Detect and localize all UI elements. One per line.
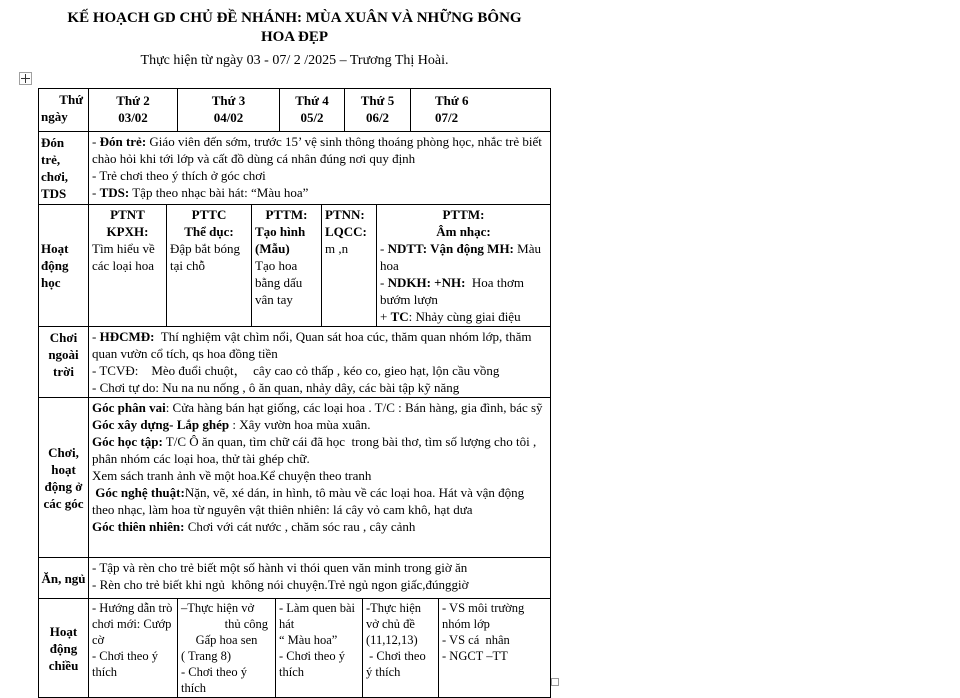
don-tre-content-cell	[89, 132, 550, 204]
text-run: Góc xây dựng- Lắp ghép	[92, 417, 230, 432]
chieu-cell-thu5	[363, 599, 439, 697]
text-run: : Nhảy cùng giai điệu	[408, 309, 521, 324]
text-run: - Chơi tự do: Nu na nu nống , ô ăn quan, nhảy dây, các bài tập kỹ năng	[92, 380, 460, 395]
day-header-thu5	[345, 89, 411, 131]
text-run: - TCVĐ: Mèo đuổi chuột， cây cao cỏ thấp , kéo co, gieo hạt, lộn cầu vồng	[92, 363, 500, 378]
text-run: Màu hoa	[380, 241, 545, 273]
text-line	[92, 467, 547, 484]
corner-cell	[39, 89, 89, 131]
text-run: Góc thiên nhiên:	[92, 519, 185, 534]
text-run: T/C Ô ăn quan, tìm chữ cái đã học trong bài thơ, tìm số lượng cho tôi , phân nhóm các loại hoa, thử tài ghép chữ.	[92, 434, 540, 466]
text-line	[92, 206, 163, 223]
hoc-cell-thu5	[322, 205, 377, 326]
table-header-row	[39, 89, 550, 132]
day-name: Thứ 4	[295, 93, 329, 108]
text-run: - Trẻ chơi theo ý thích ở góc chơi	[92, 168, 266, 183]
text-run: Đón trẻ:	[99, 134, 147, 149]
text-line: -Thực hiện vở chủ đề (11,12,13)	[366, 601, 425, 647]
row-label-text: Hoạt động chiều	[48, 623, 79, 673]
text-run: Thể dục:	[184, 224, 234, 239]
text-run: - Rèn cho trẻ biết khi ngủ không nói chuyện.Trẻ ngủ ngon giấc,đúnggiờ	[92, 577, 469, 592]
text-line	[92, 433, 547, 467]
day-header-thu4	[280, 89, 345, 131]
day-name: Thứ 2	[116, 93, 150, 108]
text-line	[325, 240, 373, 257]
hoc-cell-thu3	[167, 205, 252, 326]
row-hoat-dong-hoc	[39, 205, 550, 327]
row-label-don-tre: Đón trẻ, chơi, TDS	[39, 132, 89, 204]
row-label-choi-ngoai-troi: Chơi ngoài trời	[39, 327, 89, 397]
text-line	[380, 274, 547, 308]
row-label-text: Hoạt động học	[41, 241, 69, 290]
text-line	[92, 399, 547, 416]
document-subtitle: Thực hiện từ ngày 03 - 07/ 2 /2025 – Trương Thị Hoài.	[140, 53, 449, 68]
text-line	[170, 240, 248, 274]
text-line	[92, 133, 547, 167]
text-line: - NGCT –TT	[442, 649, 508, 663]
row-label-an-ngu	[39, 558, 89, 598]
row-label-hoat-dong-hoc	[39, 205, 89, 326]
text-run: Nặn, vẽ, xé dán, in hình, tô màu về các loại hoa. Hát và vận động theo nhạc, làm hoa từ nguyên vật thiên nhiên: lá cây vỏ cam khô, hạt dưa	[92, 485, 528, 517]
row-label-text: Chơi, hoạt động ở các góc	[43, 444, 84, 511]
day-name: Thứ 5	[360, 93, 395, 108]
text-line	[380, 308, 547, 325]
day-date: 06/2	[365, 110, 390, 125]
cac-goc-content-cell	[89, 398, 550, 557]
text-line	[92, 484, 547, 518]
text-line: thủ công	[224, 617, 268, 631]
text-run: LQCC:	[325, 224, 367, 239]
row-label-text: Ăn, ngủ	[41, 570, 86, 586]
text-line	[92, 362, 547, 379]
text-line	[92, 416, 547, 433]
day-date: 04/02	[213, 110, 244, 125]
chieu-cell-thu6	[439, 599, 550, 697]
text-run: Tạo hình (Mẫu)	[255, 224, 309, 256]
text-line: ( Trang 8)	[181, 649, 232, 663]
chieu-cell-thu4	[276, 599, 363, 697]
day-name: Thứ 6	[435, 93, 469, 108]
row-label-cac-goc	[39, 398, 89, 557]
day-header-thu2	[89, 89, 178, 131]
text-line: - Chơi theo ý thích	[366, 649, 429, 679]
row-don-tre	[39, 132, 550, 205]
hoc-cell-thu2	[89, 205, 167, 326]
chieu-cell-thu3	[178, 599, 276, 697]
text-run: TC	[390, 309, 409, 324]
text-run: NDTT: Vận động MH:	[387, 241, 514, 256]
row-hoat-dong-chieu	[39, 599, 550, 697]
text-line: “ Màu hoa”	[279, 633, 338, 647]
row-an-ngu	[39, 558, 550, 599]
text-line	[255, 257, 318, 308]
text-run: Tìm hiểu về các loại hoa	[92, 241, 159, 273]
text-run: PTTM:	[442, 207, 485, 222]
text-run: Xem sách tranh ảnh về một hoa.Kể chuyện theo tranh	[92, 468, 372, 483]
text-line	[380, 206, 547, 223]
text-run: Chơi với cát nước , chăm sóc rau , cây cảnh	[184, 519, 416, 534]
text-run: Góc nghệ thuật:	[95, 485, 185, 500]
text-run: Hoa thơm bướm lượn	[380, 275, 528, 307]
text-line: - Làm quen bài hát	[279, 601, 359, 631]
text-run: Tập theo nhạc bài hát: “Màu hoa”	[129, 185, 309, 200]
text-run: Đập bắt bóng tại chỗ	[170, 241, 244, 273]
text-line	[325, 206, 373, 223]
day-name: Thứ 3	[211, 93, 246, 108]
table-resize-handle-icon[interactable]	[551, 678, 559, 686]
text-line: –Thực hiện vở	[181, 601, 255, 615]
text-line	[255, 206, 318, 223]
chieu-cell-thu2	[89, 599, 178, 697]
text-run: m ,n	[325, 241, 349, 256]
text-run: Góc phân vai	[92, 400, 166, 415]
day-date: 07/2	[435, 110, 459, 125]
text-line	[92, 167, 547, 184]
text-run: - Tập và rèn cho trẻ biết một số hành vi thói quen văn minh trong giờ ăn	[92, 560, 468, 575]
text-run: NDKH: +NH:	[387, 275, 466, 290]
corner-label-thu: Thứ	[59, 92, 83, 107]
day-header-thu6	[411, 89, 550, 131]
text-line	[255, 223, 318, 257]
text-run: Giáo viên đến sớm, trước 15’ vệ sinh thông thoáng phòng học, nhắc trẻ biết chào hỏi khi tới lớp và cất đồ dùng cá nhân đúng nơi quy định	[92, 134, 546, 166]
day-date: 05/2	[300, 110, 324, 125]
text-run: PTNN:	[325, 207, 365, 222]
hoc-cell-thu4	[252, 205, 322, 326]
hoc-cell-thu6	[377, 205, 550, 326]
text-run: PTTM:	[265, 207, 308, 222]
text-line	[170, 223, 248, 240]
text-line: - VS cá nhân	[442, 633, 510, 647]
text-line: - VS môi trường nhóm lớp	[442, 601, 528, 631]
title-line-2: HOA ĐẸP	[260, 29, 329, 45]
row-cac-goc	[39, 398, 550, 558]
text-run: TDS:	[99, 185, 130, 200]
text-line	[92, 379, 547, 396]
text-line	[92, 240, 163, 274]
title-line-1: KẾ HOẠCH GD CHỦ ĐỀ NHÁNH: MÙA XUÂN VÀ NHỮNG BÔNG	[67, 10, 522, 26]
row-label-hoat-dong-chieu	[39, 599, 89, 697]
text-run: KPXH:	[106, 224, 149, 239]
document-title	[38, 9, 551, 47]
text-line: Gấp hoa sen	[195, 633, 258, 647]
text-run: : Xây vườn hoa mùa xuân.	[229, 417, 371, 432]
text-line	[170, 206, 248, 223]
text-line: - Hướng dẫn trò chơi mới: Cướp cờ	[92, 601, 176, 647]
text-run: -	[92, 185, 100, 200]
weekly-plan-table	[38, 88, 551, 698]
text-line	[92, 184, 547, 201]
text-line	[92, 576, 468, 593]
text-line: - Chơi theo ý thích	[181, 665, 251, 695]
text-run: PTNT	[110, 207, 145, 222]
corner-label-ngay: ngày	[41, 109, 68, 124]
text-run: -	[380, 241, 388, 256]
text-run: Tạo hoa bằng dấu vân tay	[255, 258, 306, 307]
text-line	[325, 223, 373, 240]
an-ngu-content-cell	[89, 558, 471, 598]
ngoai-troi-content-cell	[89, 327, 550, 397]
text-run: Âm nhạc:	[436, 224, 491, 239]
text-run: +	[380, 309, 391, 324]
text-run: Thí nghiệm vật chìm nổi, Quan sát hoa cúc, thăm quan nhóm lớp, thăm quan vườn cổ tích, qs hoa đồng tiền	[92, 329, 535, 361]
day-header-thu3	[178, 89, 280, 131]
text-line	[92, 518, 547, 535]
text-run: -	[92, 134, 100, 149]
text-run: -	[92, 329, 100, 344]
text-line	[380, 240, 547, 274]
day-date: 03/02	[118, 110, 148, 125]
text-run: : Cửa hàng bán hạt giống, các loại hoa . T/C : Bán hàng, gia đình, bác sỹ	[165, 400, 543, 415]
text-run: Góc học tập:	[92, 434, 163, 449]
row-choi-ngoai-troi	[39, 327, 550, 398]
text-line: - Chơi theo ý thích	[92, 649, 162, 679]
text-line: - Chơi theo ý thích	[279, 649, 349, 679]
text-run: HĐCMĐ:	[99, 329, 155, 344]
text-run: PTTC	[191, 207, 227, 222]
table-move-handle-icon[interactable]	[19, 72, 32, 85]
text-run: -	[380, 275, 388, 290]
text-line	[92, 559, 468, 576]
text-line	[92, 328, 547, 362]
text-line	[380, 223, 547, 240]
text-line	[92, 223, 163, 240]
